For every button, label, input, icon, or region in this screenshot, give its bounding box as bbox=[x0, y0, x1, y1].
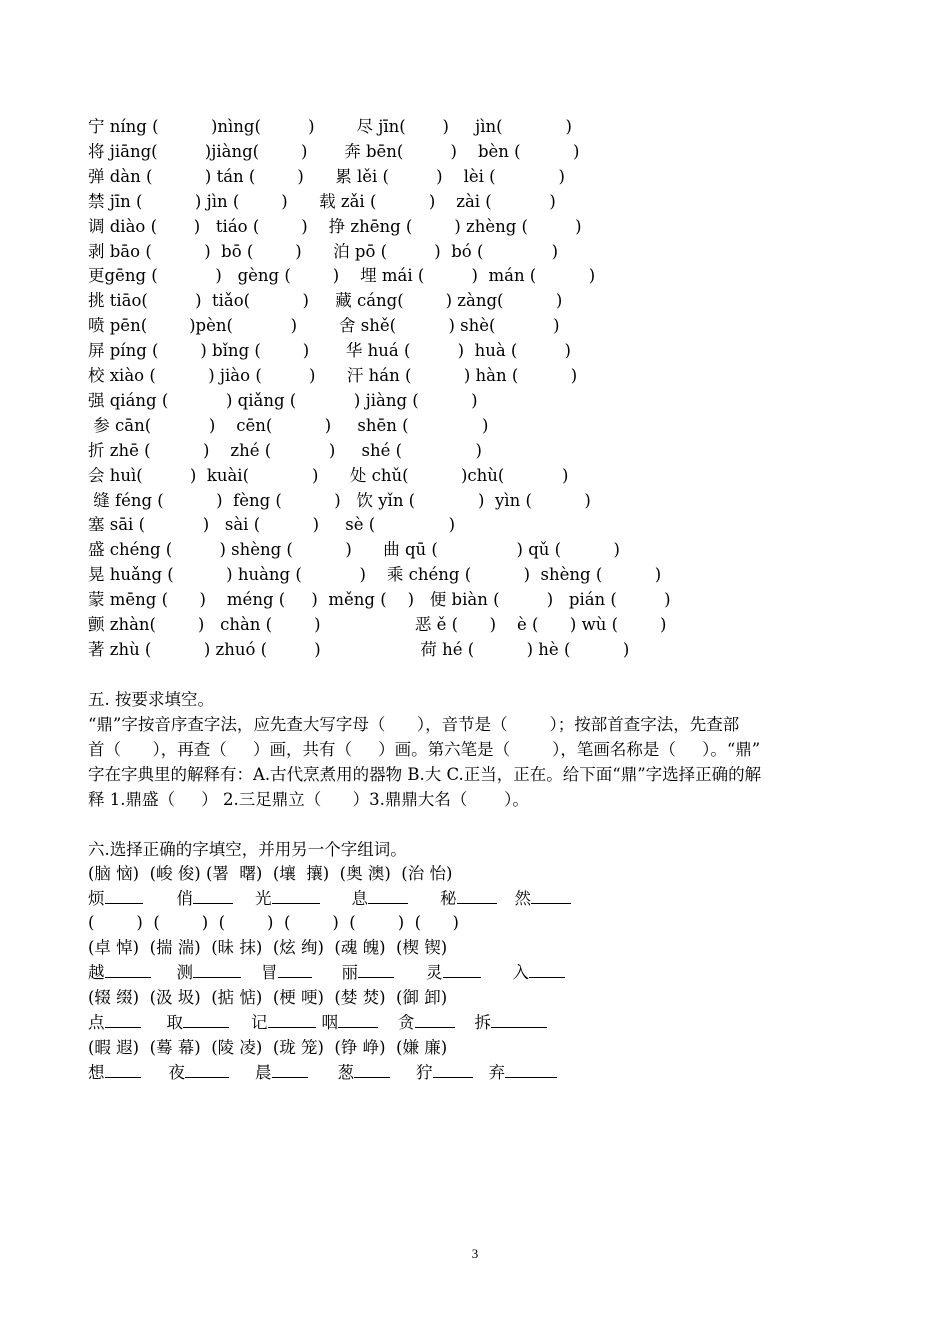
fill-blank-item bbox=[261, 961, 318, 985]
answer-underline[interactable] bbox=[457, 887, 497, 904]
answer-underline[interactable] bbox=[105, 887, 143, 904]
fill-blank-char: 咽 bbox=[321, 1013, 338, 1032]
polyphone-row: 禁 jīn ( ) jìn ( ) 载 zǎi ( ) zài ( ) bbox=[88, 191, 556, 211]
polyphone-row: 晃 huǎng ( ) huàng ( ) 乘 chéng ( ) shèng ( ) bbox=[88, 565, 662, 585]
fill-blank-char: 想 bbox=[88, 1063, 105, 1082]
fill-blank-item bbox=[440, 887, 503, 911]
page-number: 3 bbox=[471, 1246, 479, 1261]
fill-blank-item bbox=[416, 1061, 479, 1085]
fill-blank-item bbox=[352, 887, 415, 911]
fill-row-1 bbox=[88, 887, 888, 911]
fill-blank-char: 越 bbox=[88, 963, 105, 982]
polyphone-row: 调 diào ( ) tiáo ( ) 挣 zhēng ( ) zhèng ( ) bbox=[88, 216, 582, 236]
polyphone-row: 颤 zhàn( ) chàn ( ) 恶 ě ( ) è ( ) wù ( ) bbox=[88, 615, 667, 634]
answer-underline[interactable] bbox=[105, 961, 151, 978]
polyphone-row: 会 huì( ) kuài( ) 处 chǔ( )chù( ) bbox=[88, 465, 569, 485]
answer-underline[interactable] bbox=[278, 961, 312, 978]
fill-blank-char: 夜 bbox=[168, 1063, 185, 1082]
fill-blank-item bbox=[169, 1061, 236, 1085]
fill-blank-char: 俏 bbox=[176, 889, 193, 908]
polyphone-row: 蒙 mēng ( ) méng ( ) měng ( ) 便 biàn ( ) pián ( ) bbox=[88, 590, 671, 610]
fill-blank-item bbox=[426, 961, 487, 985]
fill-blank-char: 贪 bbox=[398, 1013, 415, 1032]
fill-blank-item bbox=[338, 1061, 397, 1085]
answer-underline[interactable] bbox=[358, 961, 394, 978]
answer-underline[interactable] bbox=[272, 887, 320, 904]
fill-blank-item bbox=[88, 887, 149, 911]
answer-underline[interactable] bbox=[354, 1061, 390, 1078]
fill-blank-item bbox=[513, 961, 572, 985]
fill-blank-item bbox=[251, 1011, 322, 1035]
fill-blank-char: 秘 bbox=[440, 889, 457, 908]
polyphone-row: 弹 dàn ( ) tán ( ) 累 lěi ( ) lèi ( ) bbox=[88, 166, 565, 186]
fill-blank-char: 葱 bbox=[337, 1063, 354, 1082]
polyphone-row: 挑 tiāo( ) tiǎo( ) 藏 cáng( ) zàng( ) bbox=[88, 291, 563, 311]
answer-underline[interactable] bbox=[272, 1061, 308, 1078]
fill-blank-char: 息 bbox=[351, 889, 368, 908]
answer-underline[interactable] bbox=[491, 1011, 547, 1028]
answer-underline[interactable] bbox=[415, 1011, 455, 1028]
fill-blank-char: 记 bbox=[251, 1013, 268, 1032]
polyphone-row: 宁 níng ( )nìng( ) 尽 jīn( ) jìn( ) bbox=[88, 117, 572, 136]
fill-blank-item bbox=[398, 1011, 461, 1035]
char-pairs-row-2: (卓 悼) (揣 湍) (昧 抹) (炫 绚) (魂 魄) (楔 锲) bbox=[88, 938, 448, 957]
char-pairs-row-3: (辍 缀) (汲 圾) (掂 惦) (梗 哽) (婪 焚) (御 卸) bbox=[88, 988, 448, 1007]
answer-underline[interactable] bbox=[183, 1011, 229, 1028]
section-5-title: 五. 按要求填空。 bbox=[88, 690, 214, 709]
fill-blank-char: 烦 bbox=[88, 889, 105, 908]
polyphone-row: 更gēng ( ) gèng ( ) 埋 mái ( ) mán ( ) bbox=[88, 266, 596, 286]
answer-underline[interactable] bbox=[531, 887, 571, 904]
polyphone-row: 盛 chéng ( ) shèng ( ) 曲 qū ( ) qǔ ( ) bbox=[88, 540, 620, 560]
answer-underline[interactable] bbox=[505, 1061, 557, 1078]
fill-blank-item bbox=[88, 1061, 147, 1085]
section-5-line-4: 释 1.鼎盛（ ） 2.三足鼎立（ ）3.鼎鼎大名（ ）。 bbox=[88, 790, 529, 809]
fill-blank-item bbox=[515, 887, 578, 911]
fill-blank-item bbox=[167, 1011, 236, 1035]
fill-blank-char: 测 bbox=[176, 963, 193, 982]
fill-blank-item bbox=[255, 887, 326, 911]
polyphone-row: 将 jiāng( )jiàng( ) 奔 bēn( ) bèn ( ) bbox=[88, 141, 580, 161]
fill-blank-char: 入 bbox=[512, 963, 529, 982]
fill-row-4 bbox=[88, 1061, 888, 1085]
parens-row-1: ( ) ( ) ( ) ( ) ( ) ( ) bbox=[88, 913, 459, 932]
answer-underline[interactable] bbox=[193, 887, 233, 904]
answer-underline[interactable] bbox=[433, 1061, 473, 1078]
fill-blank-item bbox=[88, 1011, 147, 1035]
polyphone-row: 剥 bāo ( ) bō ( ) 泊 pō ( ) bó ( ) bbox=[88, 241, 559, 261]
fill-blank-char: 冒 bbox=[261, 963, 278, 982]
answer-underline[interactable] bbox=[338, 1011, 378, 1028]
answer-underline[interactable] bbox=[443, 961, 481, 978]
polyphone-row: 塞 sāi ( ) sài ( ) sè ( ) bbox=[88, 515, 456, 535]
fill-blank-item bbox=[322, 1011, 385, 1035]
fill-blank-char: 狞 bbox=[416, 1063, 433, 1082]
fill-blank-item bbox=[475, 1011, 554, 1035]
fill-blank-char: 弃 bbox=[488, 1063, 505, 1082]
answer-underline[interactable] bbox=[193, 961, 241, 978]
fill-blank-char: 灵 bbox=[426, 963, 443, 982]
answer-underline[interactable] bbox=[185, 1061, 229, 1078]
answer-underline[interactable] bbox=[105, 1061, 141, 1078]
fill-blank-item bbox=[177, 961, 248, 985]
polyphone-row: 强 qiáng ( ) qiǎng ( ) jiàng ( ) bbox=[88, 390, 478, 410]
polyphone-row: 喷 pēn( )pèn( ) 舍 shě( ) shè( ) bbox=[88, 316, 560, 336]
polyphone-row: 著 zhù ( ) zhuó ( ) 荷 hé ( ) hè ( ) bbox=[88, 639, 630, 659]
fill-blank-item bbox=[177, 887, 240, 911]
polyphone-row: 参 cān( ) cēn( ) shēn ( ) bbox=[88, 415, 489, 435]
answer-underline[interactable] bbox=[268, 1011, 316, 1028]
fill-blank-char: 点 bbox=[88, 1013, 105, 1032]
fill-blank-char: 取 bbox=[166, 1013, 183, 1032]
fill-blank-char: 光 bbox=[255, 889, 272, 908]
fill-row-2 bbox=[88, 961, 888, 985]
fill-blank-char: 拆 bbox=[474, 1013, 491, 1032]
char-pairs-row-4: (暇 遐) (蓦 幕) (陵 凌) (珑 笼) (铮 峥) (嫌 廉) bbox=[88, 1038, 448, 1057]
fill-blank-item bbox=[489, 1061, 564, 1085]
fill-row-3 bbox=[88, 1011, 888, 1035]
polyphone-row: 屏 píng ( ) bǐng ( ) 华 huá ( ) huà ( ) bbox=[88, 341, 571, 361]
section-5-line-3: 字在字典里的解释有：A.古代烹煮用的器物 B.大 C.正当，正在。给下面“鼎”字选择正确的解 bbox=[88, 765, 762, 784]
fill-blank-char: 丽 bbox=[341, 963, 358, 982]
fill-blank-item bbox=[342, 961, 401, 985]
fill-blank-char: 然 bbox=[514, 889, 531, 908]
polyphone-row: 缝 féng ( ) fèng ( ) 饮 yǐn ( ) yìn ( ) bbox=[88, 490, 591, 510]
char-pairs-row-1: (脑 恼) (峻 俊) (署 曙) (壤 攘) (奥 澳) (治 怡) bbox=[88, 864, 453, 883]
polyphone-row: 折 zhē ( ) zhé ( ) shé ( ) bbox=[88, 440, 482, 460]
answer-underline[interactable] bbox=[105, 1011, 141, 1028]
section-5-line-1: “鼎”字按音序查字法，应先查大写字母（ ），音节是（ ）；按部首查字法，先查部 bbox=[88, 715, 740, 734]
fill-blank-item bbox=[88, 961, 157, 985]
answer-underline[interactable] bbox=[529, 961, 565, 978]
answer-underline[interactable] bbox=[368, 887, 408, 904]
polyphone-row: 校 xiào ( ) jiào ( ) 汗 hán ( ) hàn ( ) bbox=[88, 366, 578, 385]
section-5-line-2: 首（ ），再查（ ）画，共有（ ）画。第六笔是（ ），笔画名称是（ ）。“鼎” bbox=[88, 740, 761, 759]
fill-blank-char: 晨 bbox=[255, 1063, 272, 1082]
section-6-title: 六.选择正确的字填空，并用另一个字组词。 bbox=[88, 840, 407, 859]
fill-blank-item bbox=[255, 1061, 314, 1085]
